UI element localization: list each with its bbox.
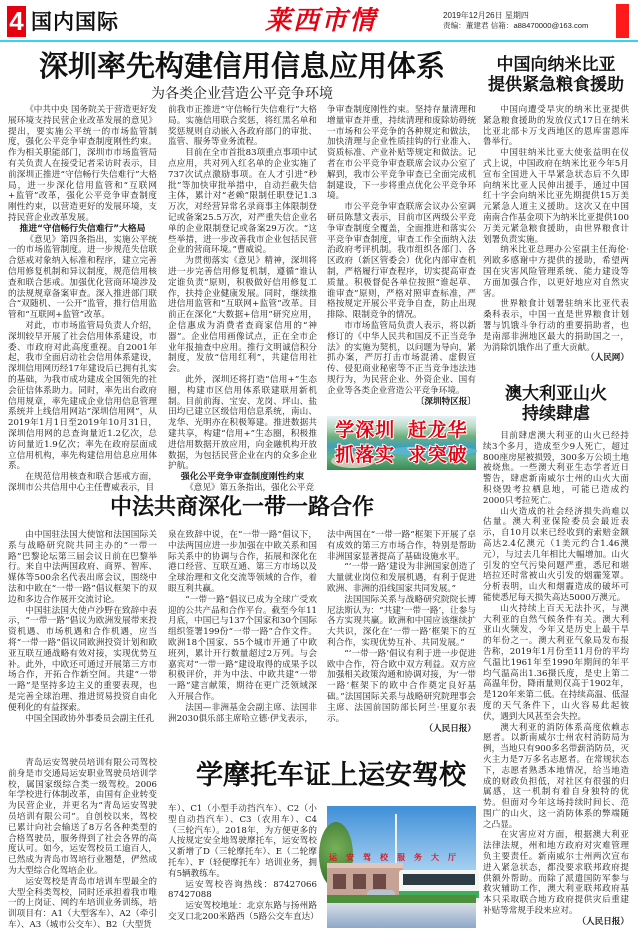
article-source: （人民日报） — [424, 724, 476, 735]
article-paragraph: 此外，深圳还将打造“信用+”生态圈，构建市区信用体系联建联用新机制。目前前海、宝安、龙岗、坪山、盐田均已建立区级信用信息系统，南山、龙华、光明亦在积极筹建。推进数据共建共享，构建“信用+”生态圈，积极推进信用数据开放应用，向金融机构开放数据，为包括民营企业在内的众多企业护航。 — [168, 374, 317, 472]
article-paragraph: 山火造成的社会经济损失尚难以估量。澳大利亚保险委员会最近表示，自10月以来已经收到的索赔金额高达2.4亿澳元（1美元约合1.46澳元），与过去几年相比大幅增加。山火引发的空气污染问题严重，悉尼和堪培拉还时常被山火引发的烟霾笼罩。分析表明，山火和烟霾造成的破坏可能使悉尼每天损失高达5000万澳元。 — [483, 506, 629, 603]
photo-building-sign: 运安驾校服务大厅 — [329, 853, 465, 862]
article-paragraph: “‘一带一路’建设为非洲国家创造了大量就业岗位和发展机遇，有利于促进欧洲、非洲的沿线国家共同发展。” — [327, 562, 476, 594]
article-paragraph: 争审查制度刚性约束。坚持存量清理和增量审查并重，持续清理和废除妨碍统一市场和公平竞争的各种规定和做法，加快清理与企业性质挂钩的行业准入、资质标准、产业补贴等规定和做法。记者在市公平竞争审查联席会议办公室了解到，我市公平竞争审查已全面完成机制建设，下一步将重点优化公平竞争环境。 — [327, 105, 476, 202]
article-paragraph: 为贯彻落实《意见》精神，深圳将进一步完善信用修复机制，遵循“谁认定谁负责”原则，积极做好信用修复工作，扶持企业健康发展。同时，继续推进信用监管和“互联网+监管”改革。目前正在深化“大数据+信用”研究应用，企信惠成为消费者查商家信用的“神器”。企业信用画像试点，正在全市企业年报抽查中应用。推行文明诚信积分制度，发放“信用红利”，共建信用社会。 — [168, 256, 317, 375]
article-paragraph: 目前在全市首批83项重点事项中试点应用，共对列入红名单的企业实施了737次试点激励事项。在人才引进“秒批”等加快审批举措中，自动拦截失信主体，累计对“老赖”限制任职登记1.3万次，对经营异常名录商事主体限制登记或备案25.5万次，对严重失信企业名单的企业限制登记或备案29万次。“这些举措，进一步改善我市企业包括民营企业的营商环境。”曹威说。 — [168, 148, 317, 256]
header-red-bar — [616, 4, 629, 38]
middle-article-column-3 — [327, 530, 476, 737]
article-paragraph: 泉在致辞中说，在“一带一路”倡议下，中法两国应进一步加强在中欧关系和国际关系中的协调与合作，拓展和深化在港口经营、互联互通、第三方市场以及全球治理和文化交流等领域的合作，着眼互利共赢。 — [168, 530, 317, 594]
article-paragraph: 澳大利亚的消防体系高度依赖志愿者。以新南威尔士州农村消防局为例，当地只有900多名带薪消防员，灭火主力是7万多名志愿者。在常规状态下，志愿者熟悉本地情况，给当地造成的财政负担低，对社区有很强的归属感，这一机制有着自身独特的优势。但面对今年这场持续时间长、范围广的山火，这一消防体系的弊端随之凸显。 — [483, 722, 629, 830]
article-paragraph: 市公平竞争审查联席会议办公室调研员陈慧文表示，目前市区两级公平竞争审查制度全覆盖，全面推进和落实公平竞争审查制度，审查工作全面纳入法治政府考评机制。我市组织各部门、各区政府（新区管委会）优化内部审查机制，严格履行审查程序，切实提高审查质量。积极督促各单位按照“谁起草、谁审查”原则，严格对照审查标准，严格按规定开展公平竞争自查，防止出现排除、限制竞争的情况。 — [327, 202, 476, 321]
bottom-article-column-2 — [168, 804, 317, 930]
headline-line: 提供紧急粮食援助 — [488, 75, 624, 95]
article-subheading: 强化公平竞争审查制度刚性约束 — [180, 472, 305, 483]
article-source: （人民网） — [586, 353, 629, 364]
photo-bus-windows — [403, 874, 475, 885]
article-paragraph: 《中共中央 国务院关于营造更好发展环境支持民营企业改革发展的意见》提出，要实施公平统一的市场监管制度，强化公平竞争审查制度刚性约束。作为相关职能部门，深圳市市场监管局有关负责人在接受记者采访时表示，目前深圳正推进“守信畅行失信难行”大格局，进一步深化信用监管和“互联网+监管”改革，强化公平竞争审查制度刚性约束，以营造更好的发展环境，支持民营企业改革发展。 — [8, 105, 157, 223]
photo-window — [373, 874, 386, 889]
masthead-logo: 莱西市情 — [265, 6, 378, 36]
address-text: 运安驾校地址：北京东路与扬州路交叉口北200米路西（5路公交车直达） — [168, 901, 319, 922]
article-paragraph: 中国驻纳米比亚大使张益明在仪式上说，中国政府在纳米比亚今年5月宣布全国进入干旱紧急状态后不久即向纳米比亚人民伸出援手，通过中国红十字会向纳米比亚先期提供15万美元紧急人道主义援助。这次又在中国南南合作基金项下为纳米比亚提供100万美元紧急粮食援助，由世界粮食计划署负责实施。 — [483, 148, 629, 245]
article-paragraph: 纳米比亚总理办公室副主任海伦·列欧多感谢中方提供的援助，希望两国在灾害风险管理系统、能力建设等方面加强合作，以更好地应对自然灾害。 — [483, 245, 629, 299]
article-subheading: 推进“守信畅行失信难行”大格局 — [19, 223, 146, 234]
article-paragraph: 对此，市市场监管局负责人介绍，深圳较早开展了社会信用体系建设，市委、市政府对此高度重视。自2001年起，我市全面启动社会信用体系建设，深圳信用网历经17年建设后已拥有扎实的基础，为我市成功建成全国领先的社会征信体系助力。同时，率先出台政府信用规章，率先建成企业信用信息管理系统并上线信用网站“深圳信用网”，从2019年1月1日至2019年10月31日，深圳信用网的总查询量近1.2亿次，总访问量近1.9亿次；率先在政府层面成立信用机构，率先构建信用信息应用体系。 — [8, 320, 157, 472]
page-number-badge: 4 — [7, 6, 26, 37]
lead-article-column-2 — [168, 105, 317, 493]
article-paragraph: 目前肆虐澳大利亚的山火已经持续3个多月，造成至少9人死亡，超过800座房屋被损毁，300多万公顷土地被烧焦。一些澳大利亚生态学者近日警告，肆虐新南威尔士州的山火大面积烧毁考拉栖息地，可能已造成约2000只考拉死亡。 — [483, 431, 629, 506]
article-paragraph: 《意见》第四条指出，实施公平统一的市场监管制度。进一步规范失信联合惩戒对象纳入标准和程序，建立完善信用修复机制和异议制度，规范信用核查和联合惩戒。加强优化营商环境涉及的法规规章备案审查。深入推进部门联合“双随机、一公开”监管，推行信用监管和“互联网+监管”改革。 — [8, 234, 157, 321]
banner-slogan-line-2: 抓落实 求突破 — [335, 444, 468, 466]
article-paragraph: 前我市正推进“守信畅行失信难行”大格局。实施信用联合奖惩，将红黑名单和奖惩规则自动嵌入各政府部门的审批、监管、服务等业务流程。 — [168, 105, 317, 148]
headline-line: 中国向纳米比亚 — [496, 55, 616, 75]
section-title: 国内国际 — [31, 10, 119, 34]
banner-slogan-line-1: 学深圳 赶龙华 — [335, 419, 468, 441]
article-paragraph: 中国驻法国大使卢沙野在致辞中表示，“一带一路”倡议为欧洲发展带来投资机遇、市场机遇和合作机遇，应当将“一带一路”倡议同欧洲投资计划和欧亚互联互通战略有效对接，实现优势互补。此外，中欧还可通过开展第三方市场合作，开拓合作新空间。共建“一带一路”是坚持多边主义的重要表现，也是完善全球治理、推进贸易投资自由化便利化的有益探索。 — [8, 605, 157, 713]
article-paragraph: 中国全国政协外事委员会副主任孔 — [25, 713, 155, 724]
article-paragraph: 在灾害应对方面，根据澳大利亚法律法规，州和地方政府对灾难管理负主要责任。新南威尔士州两次宣布进入紧急状态，都没要求联邦政府提供额外帮助。而除了派遣国防军参与救灾辅助工作，澳大利亚联邦政府基本只采取联合地方政府提供灾后重建补贴等常规手段来应对。 — [483, 830, 629, 917]
headline-line: 澳大利亚山火 — [505, 384, 607, 404]
article-paragraph: 在规范信用核查和联合惩戒方面，深圳市公共信用中心主任曹威表示，目 — [8, 472, 157, 493]
middle-headline: 中法共商深化一带一路合作 — [109, 494, 374, 520]
photo-window — [333, 874, 346, 889]
hotline-text: 运安驾校咨询热线：87427066 87427088 — [168, 879, 317, 901]
article-paragraph: 市市场监管局负责人表示，将以新修订的《中华人民共和国反不正当竞争法》的实施为契机，以问题为导向，紧抓办案，严厉打击市场混淆、虚假宣传、侵犯商业秘密等不正当竞争违法违规行为，为民营企业、外资企业、国有企业等各类企业营造公平竞争环境。 — [327, 320, 476, 396]
article-source: 〔深圳特区报〕 — [415, 396, 476, 407]
article-paragraph: “‘一带一路’倡议有利于进一步促进欧中合作，符合欧中双方利益。双方应加强相关政策沟通和协调对接，为‘一带一路’框架下的欧中合作奠定良好基础。”法国国际关系与战略研究院理事会主席、法国前国防部长阿兰·里夏尔表示。 — [327, 648, 476, 724]
article-paragraph: 法国—非洲基金会副主席、法国非洲2030俱乐部主席哈立德·伊戈表示， — [168, 702, 317, 724]
editor-contact: 责编：董建君 信箱：a88470000@163.com — [443, 21, 589, 30]
article-paragraph: 青岛运安驾驶员培训有限公司驾校前身是市交通局运安职业驾驶员培训学校，属国家级综合类一级驾校。2006年学校进行体制改革，由国有企业转变为民营企业，并更名为“青岛运安驾驶员培训有限公司”。自创校以来，驾校已累计向社会输送了8万名各种类型的合格驾驶员，服务得到了社会各界的高度认可。如今，运安驾校员工逾百人，已然成为青岛市驾培行业翘楚，俨然成为大型综合化驾培企业。 — [8, 758, 157, 876]
lead-headline: 深圳率先构建信用信息应用体系 — [38, 49, 445, 83]
bottom-article-column-1 — [8, 758, 157, 934]
slogan-banner — [327, 416, 476, 470]
sidebar-article-2-body — [483, 431, 629, 941]
lead-article-column-3 — [327, 105, 476, 411]
issue-date: 2019年12月26日 星期四 — [443, 11, 529, 20]
middle-article-column-2 — [168, 530, 317, 737]
article-paragraph: 法国国际关系与战略研究院院长博尼法斯认为：“共建‘一带一路’，让参与各方实现共赢。欧洲和中国应该继续扩大共识，深化在‘一带一路’框架下的互利合作，实现优势互补、共同发展。” — [327, 594, 476, 648]
article-paragraph: 车）、C1（小型手动挡汽车）、C2（小型自动挡汽车）、C3（农用车）、C4（三轮汽车）。2018年，为方便更多的人按规定安全地驾驶摩托车，运安驾校又新增了D（三轮摩托车）、E（二轮摩托车）、F（轻便摩托车）培训业务，拥有5辆教练车。 — [168, 804, 317, 879]
article-paragraph: 《意见》第五条指出，强化公平竞 — [185, 482, 315, 493]
photo-window — [353, 874, 366, 889]
article-paragraph: 山火持续上百天无法扑灭，与澳大利亚的自然气候条件有关。澳大利亚山火频发，今年又是历史上最干旱的年份之一。澳大利亚气象局发布报告称，2019年1月份至11月份的平均气温比1961年至1990年期间的年平均气温高出1.36摄氏度，是史上第二高温年份，降雨量则仅高于1902年，是120年来第二低。在持续高温、低湿度的天气条件下，山火容易此起彼伏，遇到大风甚至会失控。 — [483, 603, 629, 722]
sidebar-article-1-headline — [483, 55, 629, 95]
article-paragraph: 法中两国在“一带一路”框架下开展了卓有成效的第三方市场合作，特别是帮助非洲国家显著提高了基础设施水平。 — [327, 530, 476, 562]
header-divider — [0, 40, 638, 42]
middle-article-column-1 — [8, 530, 157, 737]
sidebar-article-2-headline — [483, 384, 629, 424]
photo-hedge — [327, 895, 476, 903]
article-source: （人民日报） — [577, 916, 629, 927]
driving-school-photo — [327, 806, 476, 928]
photo-road — [327, 903, 476, 928]
headline-line: 持续肆虐 — [522, 404, 590, 424]
bottom-headline: 学摩托车证上运安驾校 — [196, 760, 466, 791]
article-paragraph: “一带一路”倡议已成为全球广受欢迎的公共产品和合作平台。截至今年11月底，中国已与137个国家和30个国际组织签署199份“一带一路”合作文件。欧洲18个国家、55个城市开通了中欧班列，累计开行数量超过2万列。与会嘉宾对“一带一路”建设取得的成果予以积极评价，并为中法、中欧共建“一带一路”建言献策，期待在更广泛领域深入开展合作。 — [168, 594, 317, 702]
photo-building-roof — [327, 863, 403, 868]
article-paragraph: 中国向遭受旱灾的纳米比亚提供紧急粮食援助的发放仪式17日在纳米比亚北部卡万戈西地区的恩库雷恩库鲁举行。 — [483, 105, 629, 148]
lead-subheadline: 为各类企业营造公平竞争环境 — [151, 86, 333, 102]
article-paragraph: 运安驾校是青岛市培训车型最全的大型全科类驾校，同时还承担着我市唯一的上岗证、网约车培训业务训练，培训项目有：A1（大型客车）、A2（牵引车）、A3（城市公交车）、B2（大型货 — [8, 876, 157, 930]
lead-article-column-1 — [8, 105, 157, 493]
article-paragraph: 由中国驻法国大使馆和法国国际关系与战略研究院共同主办的“一带一路”巴黎论坛第三届会议日前在巴黎举行。来自中法两国政府、商界、智库、媒体等500余名代表出席会议，围绕中法和中欧在“一带一路”倡议框架下的双边和多边合作展开交流讨论。 — [8, 530, 157, 605]
article-paragraph: 世界粮食计划署驻纳米比亚代表桑科表示，中国一直是世界粮食计划署与饥饿斗争行动的重要捐助者，也是南部非洲地区最大的捐助国之一，为消除饥饿作出了重大贡献。 — [483, 299, 629, 353]
sidebar-article-1-body — [483, 105, 629, 367]
